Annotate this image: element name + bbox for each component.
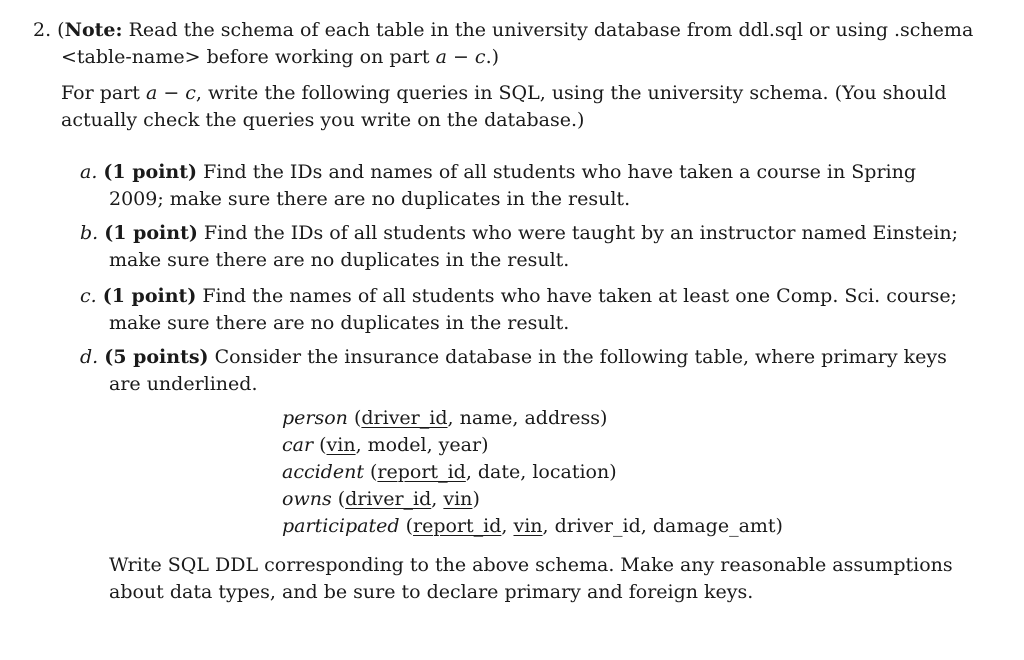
schema-car: car (vin, model, year) <box>282 434 489 456</box>
intro-line1: For part a − c, write the following queries in SQL, using the university schema. (You should <box>61 82 947 104</box>
primary-key: vin <box>443 488 473 510</box>
part-b: b. (1 point) Find the IDs of all students who were taught by an instructor named Einstein; <box>80 222 959 244</box>
part-d-line2: are underlined. <box>109 373 258 395</box>
part-label: a. <box>80 161 98 183</box>
primary-key: driver_id <box>345 488 432 510</box>
primary-key: driver_id <box>361 407 448 429</box>
part-c: c. (1 point) Find the names of all students who have taken at least one Comp. Sci. course; <box>80 285 958 307</box>
schema-participated: participated (report_id, vin, driver_id, damage_amt) <box>282 515 783 537</box>
part-points: (1 point) <box>104 222 198 244</box>
part-d: d. (5 points) Consider the insurance database in the following table, where primary keys <box>80 346 947 368</box>
part-c-line2: make sure there are no duplicates in the result. <box>109 312 570 334</box>
note-text-line2: <table-name> before working on part <box>61 46 436 68</box>
part-label: c. <box>80 285 97 307</box>
problem-number: 2. <box>33 19 52 41</box>
intro-math: a − c <box>145 82 196 104</box>
note-line2: <table-name> before working on part a − c.) <box>61 46 500 68</box>
schema-person: person (driver_id, name, address) <box>282 407 608 429</box>
part-points: (1 point) <box>103 161 198 183</box>
closing-line1: Write SQL DDL corresponding to the above schema. Make any reasonable assumptions <box>109 554 953 576</box>
primary-key: vin <box>513 515 543 537</box>
part-label: b. <box>80 222 99 244</box>
part-points: (5 points) <box>104 346 209 368</box>
primary-key: report_id <box>413 515 502 537</box>
intro-line2: actually check the queries you write on the database.) <box>61 109 585 131</box>
closing-line2: about data types, and be sure to declare primary and foreign keys. <box>109 581 754 603</box>
part-a-line2: 2009; make sure there are no duplicates in the result. <box>109 188 631 210</box>
problem-header: 2. (Note: Read the schema of each table in the university database from ddl.sql or using .schema <box>33 19 974 41</box>
part-points: (1 point) <box>102 285 197 307</box>
schema-accident: accident (report_id, date, location) <box>282 461 617 483</box>
part-label: d. <box>80 346 99 368</box>
primary-key: vin <box>326 434 356 456</box>
note-text-line1: Read the schema of each table in the university database from ddl.sql or using .schema <box>128 19 974 41</box>
part-b-line2: make sure there are no duplicates in the result. <box>109 249 570 271</box>
note-label: Note: <box>64 19 123 41</box>
primary-key: report_id <box>377 461 466 483</box>
part-a: a. (1 point) Find the IDs and names of all students who have taken a course in Spring <box>80 161 916 183</box>
note-math: a − c <box>435 46 486 68</box>
schema-owns: owns (driver_id, vin) <box>282 488 480 510</box>
